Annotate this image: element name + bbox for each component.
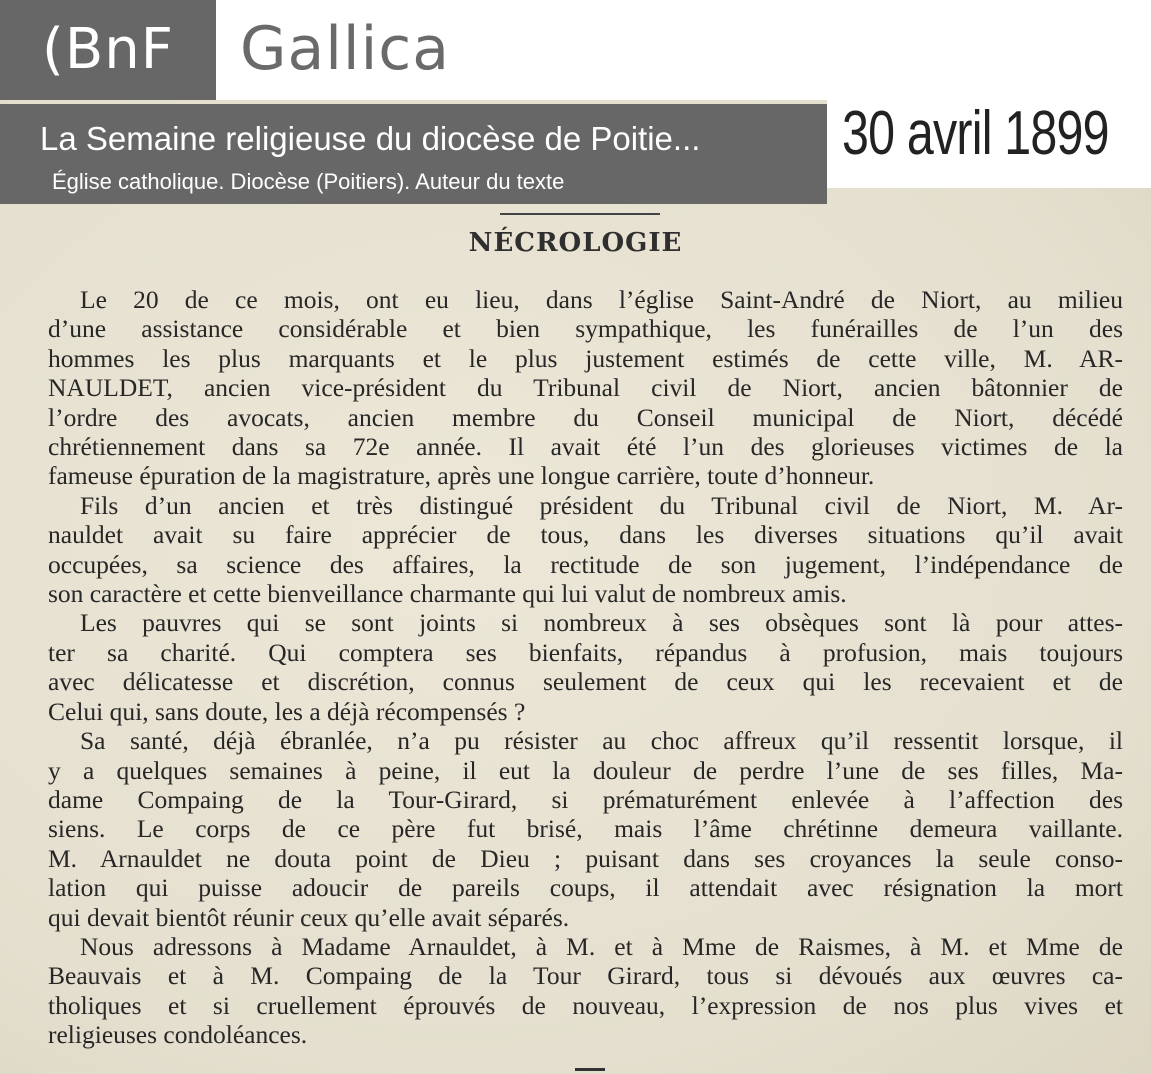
bnf-logo[interactable]: (BnF <box>0 0 216 100</box>
article-line: ter sa charité. Qui comptera ses bienfaits, répandus à profusion, mais toujours <box>48 637 1123 667</box>
article-line: lation qui puisse adoucir de pareils coups, il attendait avec résignation la mort <box>48 873 1123 903</box>
article-line: nauldet avait su faire apprécier de tous, dans les diverses situations qu’il avait <box>48 520 1123 550</box>
article-body <box>48 285 1123 1050</box>
document-title: La Semaine religieuse du diocèse de Poitie... <box>40 120 701 157</box>
article-line: siens. Le corps de ce père fut brisé, mais l’âme chrétinne demeura vaillante. <box>48 814 1123 844</box>
article-line: l’ordre des avocats, ancien membre du Conseil municipal de Niort, décédé <box>48 402 1123 432</box>
article-line: occupées, sa science des affaires, la rectitude de son jugement, l’indépendance de <box>48 549 1123 579</box>
article-line: Les pauvres qui se sont joints si nombreux à ses obsèques sont là pour attes- <box>80 608 1123 638</box>
article-line: Celui qui, sans doute, les a déjà récompensés ? <box>48 696 526 726</box>
article-line: tholiques et si cruellement éprouvés de nouveau, l’expression de nos plus vives et <box>48 990 1123 1020</box>
article-heading: NÉCROLOGIE <box>468 228 683 258</box>
article-line: M. Arnauldet ne douta point de Dieu ; puisant dans ses croyances la seule conso- <box>48 843 1123 873</box>
top-rule <box>500 213 660 215</box>
article-line: Nous adressons à Madame Arnauldet, à M. et à Mme de Raismes, à M. et Mme de <box>80 931 1123 961</box>
article-line: d’une assistance considérable et bien sympathique, les funérailles de l’un des <box>48 314 1123 344</box>
article-line: Sa santé, déjà ébranlée, n’a pu résister au choc affreux qu’il ressentit lorsque, il <box>80 726 1123 756</box>
article-line: son caractère et cette bienveillance charmante qui lui valut de nombreux amis. <box>48 579 847 609</box>
document-title-block <box>0 104 827 204</box>
article-line: Fils d’un ancien et très distingué président du Tribunal civil de Niort, M. Ar- <box>80 490 1123 520</box>
article-line: religieuses condoléances. <box>48 1020 308 1050</box>
article-line: Beauvais et à M. Compaing de la Tour Girard, tous si dévoués aux œuvres ca- <box>48 961 1123 991</box>
issue-date: 30 avril 1899 <box>842 99 1109 168</box>
gallica-logo[interactable]: Gallica <box>240 14 451 84</box>
article-line: avec délicatesse et discrétion, connus seulement de ceux qui les recevaient et de <box>48 667 1123 697</box>
article-line: fameuse épuration de la magistrature, après une longue carrière, toute d’honneur. <box>48 461 875 491</box>
article-line: dame Compaing de la Tour-Girard, si prématurément enlevée à l’affection des <box>48 784 1123 814</box>
article-line: chrétiennement dans sa 72e année. Il avait été l’un des glorieuses victimes de la <box>48 432 1123 462</box>
article-line: NAULDET, ancien vice-président du Tribunal civil de Niort, ancien bâtonnier de <box>48 373 1123 403</box>
article-line: Le 20 de ce mois, ont eu lieu, dans l’église Saint-André de Niort, au milieu <box>80 285 1123 314</box>
article-line: hommes les plus marquants et le plus justement estimés de cette ville, M. AR- <box>48 343 1123 373</box>
bottom-rule <box>575 1068 605 1071</box>
document-author: Église catholique. Diocèse (Poitiers). Auteur du texte <box>52 169 565 194</box>
article-line: qui devait bientôt réunir ceux qu’elle avait séparés. <box>48 902 570 932</box>
article-line: y a quelques semaines à peine, il eut la douleur de perdre l’une de ses filles, Ma- <box>48 755 1123 785</box>
